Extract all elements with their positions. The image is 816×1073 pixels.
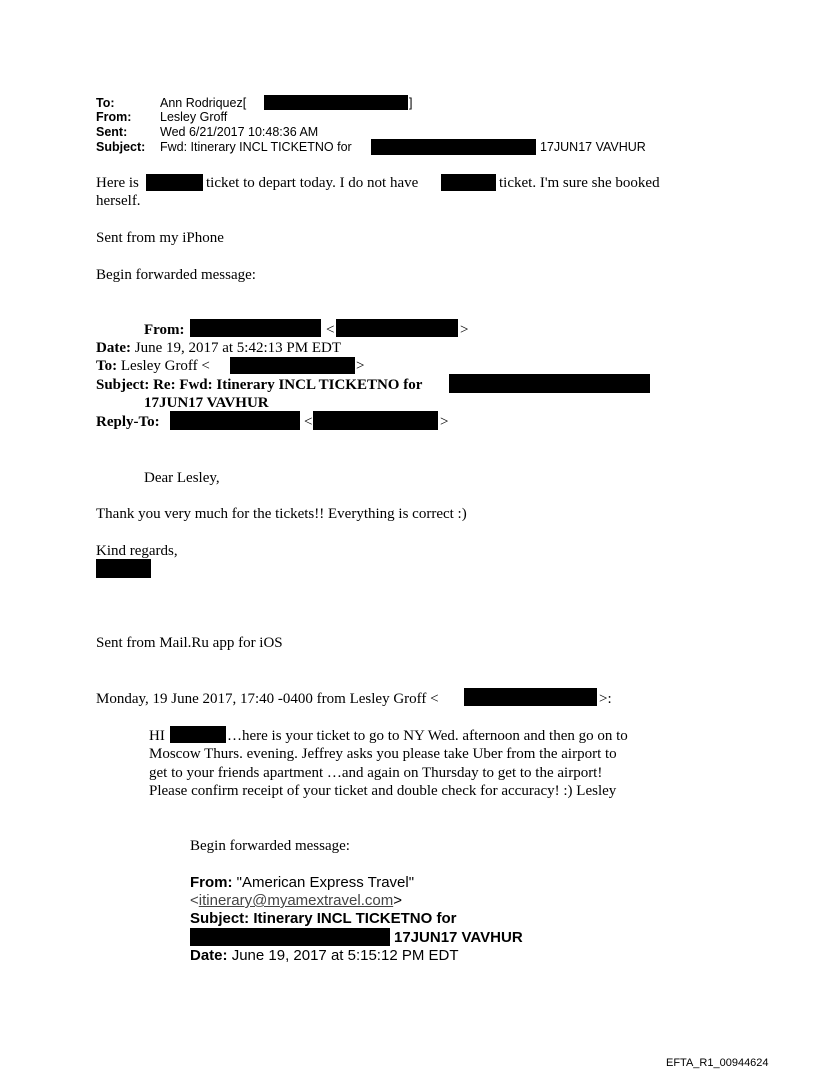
- subject-value: Fwd: Itinerary INCL TICKETNO for: [160, 140, 352, 154]
- body-line1-a: Here is: [96, 175, 139, 191]
- fwd1-replyto-label: Reply-To:: [96, 414, 160, 430]
- redaction-box: [146, 174, 203, 191]
- body-line1-c: ticket. I'm sure she booked: [499, 175, 660, 191]
- quoted-attribution: Monday, 19 June 2017, 17:40 -0400 from Lesley Groff <: [96, 691, 439, 707]
- fwd2-subject-value: Itinerary INCL TICKETNO for: [253, 910, 457, 927]
- document-id: EFTA_R1_00944624: [666, 1057, 769, 1069]
- greeting: Dear Lesley,: [144, 470, 220, 486]
- fwd1-to-value: Lesley Groff <: [120, 358, 210, 374]
- subject-label: Subject:: [96, 140, 146, 154]
- fwd2-email-gt: >: [393, 892, 402, 909]
- fwd2-date-label: Date:: [190, 947, 228, 964]
- redaction-box: [371, 139, 536, 155]
- fwd1-lt: <: [326, 322, 335, 338]
- fwd1-date-value: June 19, 2017 at 5:42:13 PM EDT: [134, 340, 341, 356]
- body-line2: herself.: [96, 193, 141, 209]
- to-close: ]: [409, 96, 413, 110]
- redaction-box: [441, 174, 496, 191]
- begin-forwarded: Begin forwarded message:: [96, 267, 256, 283]
- fwd1-replyto-lt: <: [304, 414, 313, 430]
- fwd1-gt: >: [460, 322, 469, 338]
- fwd2-email-lt: <: [190, 892, 199, 909]
- fwd1-to-gt: >: [356, 358, 365, 374]
- thanks-line: Thank you very much for the tickets!! Everything is correct :): [96, 506, 467, 522]
- fwd1-subject-value: Re: Fwd: Itinerary INCL TICKETNO for: [153, 377, 423, 393]
- fwd1-from-label: From:: [144, 322, 185, 338]
- fwd2-subject-label: Subject:: [190, 910, 250, 927]
- fwd1-subject-label: Subject:: [96, 377, 150, 393]
- fwd2-date-value: June 19, 2017 at 5:15:12 PM EDT: [231, 947, 459, 964]
- quoted-line3: get to your friends apartment …and again on Thursday to get to the airport!: [149, 765, 603, 781]
- fwd1-subject: [96, 376, 422, 394]
- sent-from-mailru: Sent from Mail.Ru app for iOS: [96, 635, 283, 651]
- fwd2-email-line: [190, 892, 402, 909]
- redaction-box: [170, 726, 226, 743]
- redaction-box: [230, 357, 355, 374]
- from-label: From:: [96, 110, 132, 124]
- fwd1-to: [96, 357, 210, 375]
- fwd2-subject: [190, 910, 456, 927]
- fwd2-subject-tail: 17JUN17 VAVHUR: [394, 929, 523, 946]
- quoted-line2: Moscow Thurs. evening. Jeffrey asks you please take Uber from the airport to: [149, 746, 617, 762]
- body-line1-b: ticket to depart today. I do not have: [206, 175, 419, 191]
- quoted-line1-b: …here is your ticket to go to NY Wed. afternoon and then go on to: [227, 728, 628, 744]
- fwd2-from: [190, 874, 414, 891]
- fwd1-replyto-gt: >: [440, 414, 449, 430]
- redaction-box: [190, 319, 321, 337]
- quoted-line4: Please confirm receipt of your ticket and double check for accuracy! :) Lesley: [149, 783, 617, 799]
- fwd2-email-link[interactable]: itinerary@myamextravel.com: [198, 892, 394, 909]
- quoted-attribution-end: >:: [599, 691, 612, 707]
- redaction-box: [336, 319, 458, 337]
- fwd1-to-label: To:: [96, 358, 118, 374]
- redaction-box: [190, 928, 390, 946]
- fwd2-from-value: "American Express Travel": [236, 874, 415, 891]
- fwd2-date: [190, 947, 459, 964]
- kind-regards: Kind regards,: [96, 543, 178, 559]
- subject-tail: 17JUN17 VAVHUR: [540, 140, 646, 154]
- redaction-box: [464, 688, 597, 706]
- fwd1-date: [96, 339, 341, 357]
- to-value: Ann Rodriquez[: [160, 96, 247, 110]
- redaction-box: [96, 559, 151, 578]
- fwd1-subject-line2: 17JUN17 VAVHUR: [144, 395, 269, 411]
- fwd1-date-label: Date:: [96, 340, 131, 356]
- redaction-box: [449, 374, 650, 393]
- to-label: To:: [96, 96, 115, 110]
- sent-value: Wed 6/21/2017 10:48:36 AM: [160, 125, 319, 139]
- redaction-box: [170, 411, 300, 430]
- redaction-box: [264, 95, 408, 110]
- fwd2-begin: Begin forwarded message:: [190, 838, 350, 854]
- quoted-line1-a: HI: [149, 728, 165, 744]
- from-value: Lesley Groff: [160, 110, 228, 124]
- sent-label: Sent:: [96, 125, 128, 139]
- sent-from-iphone: Sent from my iPhone: [96, 230, 224, 246]
- fwd2-from-label: From:: [190, 874, 233, 891]
- redaction-box: [313, 411, 438, 430]
